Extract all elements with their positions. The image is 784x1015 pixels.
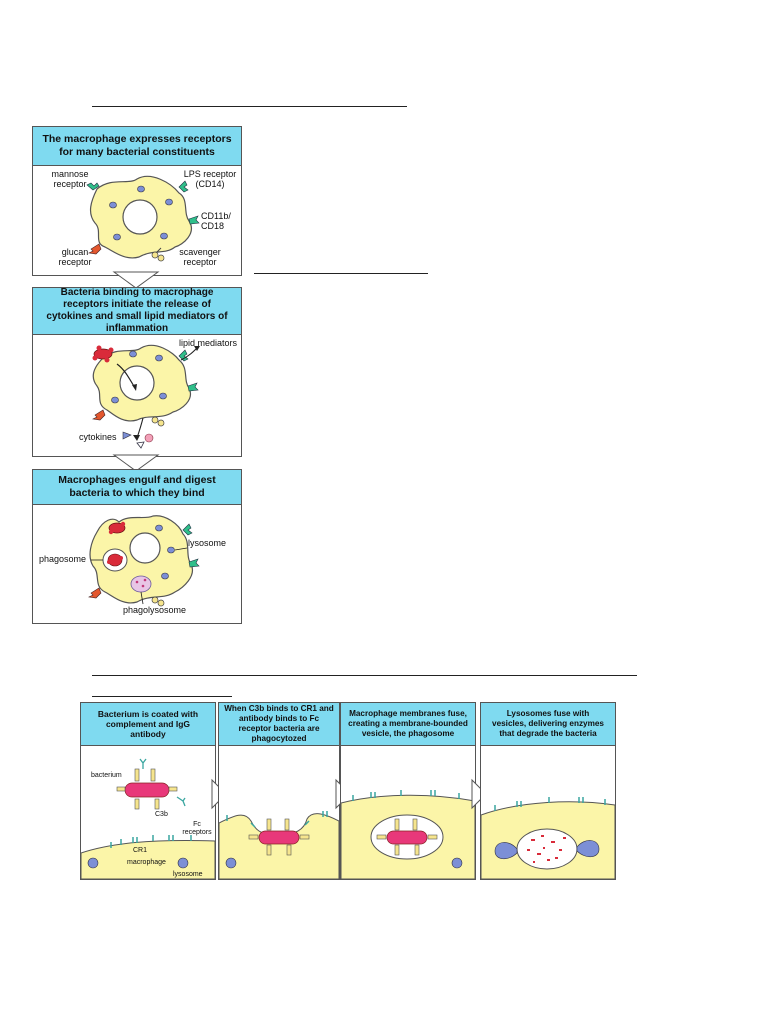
glucan-receptor xyxy=(89,588,101,598)
scavenger-receptor xyxy=(152,417,164,426)
bacterium xyxy=(125,783,169,797)
cd11b-label: CD11b/ CD18 xyxy=(201,211,231,232)
cytokine-sphere xyxy=(145,434,153,442)
strip-header-3: Macrophage membranes fuse, creating a membrane-bounded vesicle, the phagosome xyxy=(341,703,475,746)
lps-receptor xyxy=(179,350,188,361)
phagosome-diagram xyxy=(341,703,475,879)
mannose-receptor-label: mannose receptor xyxy=(51,169,89,190)
lipid-mediators-label: lipid mediators xyxy=(179,338,238,348)
engulf-panel-header: Macrophages engulf and digest bacteria to which they bind xyxy=(33,470,241,505)
phagosome-label: phagosome xyxy=(39,554,87,564)
granule xyxy=(160,393,167,399)
nucleus xyxy=(120,366,154,400)
phagolysosome-label: phagolysosome xyxy=(123,605,187,615)
nucleus xyxy=(130,533,160,563)
binding-panel xyxy=(32,287,242,457)
lysosome-label: lysosome xyxy=(173,871,203,878)
granule xyxy=(162,573,169,579)
cytokine-triangle xyxy=(123,432,131,439)
strip-panel-3 xyxy=(340,702,476,880)
lps-receptor xyxy=(183,524,192,535)
cr1-label: CR1 xyxy=(133,847,148,854)
cd11b-receptor xyxy=(189,559,199,567)
lysosome xyxy=(168,547,175,553)
strip-header-4: Lysosomes fuse with vesicles, delivering enzymes that degrade the bacteria xyxy=(481,703,615,746)
top-rule xyxy=(92,106,407,107)
scavenger-receptor-label: scavenger receptor xyxy=(179,247,221,268)
cd11b-receptor xyxy=(189,216,199,224)
granule xyxy=(156,525,163,531)
fc-receptors-label: Fc receptors xyxy=(182,821,212,837)
strip-panel-4 xyxy=(480,702,616,880)
binding-strip-diagram xyxy=(219,703,339,879)
granule xyxy=(112,397,119,403)
section-rule xyxy=(92,675,637,676)
granule xyxy=(161,233,168,239)
degradation-diagram xyxy=(481,703,615,879)
granule xyxy=(166,199,173,205)
phagolysosome xyxy=(517,829,577,869)
binding-panel-header: Bacteria binding to macrophage receptors initiate the release of cytokines and small lipid mediators of inflammation xyxy=(33,288,241,335)
receptors-panel xyxy=(32,126,242,276)
granule xyxy=(156,355,163,361)
igg-antibody xyxy=(140,759,185,806)
lysosome xyxy=(452,858,462,868)
strip-panel-2 xyxy=(218,702,340,880)
strip-header-1: Bacterium is coated with complement and IgG antibody xyxy=(81,703,215,746)
macrophage-label: macrophage xyxy=(127,859,166,866)
granule xyxy=(130,351,137,357)
lps-receptor-label: LPS receptor (CD14) xyxy=(183,169,237,190)
granule xyxy=(138,186,145,192)
cytokine-triangle xyxy=(137,442,144,448)
middle-rule xyxy=(254,273,428,274)
phagolysosome xyxy=(131,576,151,592)
bacterium xyxy=(387,831,427,844)
macrophage-membrane xyxy=(219,814,339,879)
phagosome xyxy=(103,549,127,571)
strip-panel-1 xyxy=(80,702,216,880)
cd11b-receptor xyxy=(188,383,198,391)
strip-header-2: When C3b binds to CR1 and antibody binds to Fc receptor bacteria are phagocytozed xyxy=(219,703,339,746)
glucan-receptor xyxy=(93,410,105,420)
cytokines-label: cytokines xyxy=(79,432,117,442)
granule xyxy=(110,202,117,208)
glucan-receptor-label: glucan receptor xyxy=(58,247,92,268)
bacterium-label: bacterium xyxy=(91,772,122,779)
binding-diagram xyxy=(33,288,241,456)
bacterium xyxy=(259,831,299,844)
lysosome xyxy=(226,858,236,868)
lysosome xyxy=(88,858,98,868)
lysosome xyxy=(178,858,188,868)
receptors-panel-header: The macrophage expresses receptors for many bacterial constituents xyxy=(33,127,241,166)
engulf-panel xyxy=(32,469,242,624)
coating-diagram xyxy=(81,703,215,879)
granule xyxy=(114,234,121,240)
section-rule-short xyxy=(92,696,232,697)
nucleus xyxy=(123,200,157,234)
c3b-label: C3b xyxy=(155,811,168,818)
lysosome-label: lysosome xyxy=(188,538,227,548)
